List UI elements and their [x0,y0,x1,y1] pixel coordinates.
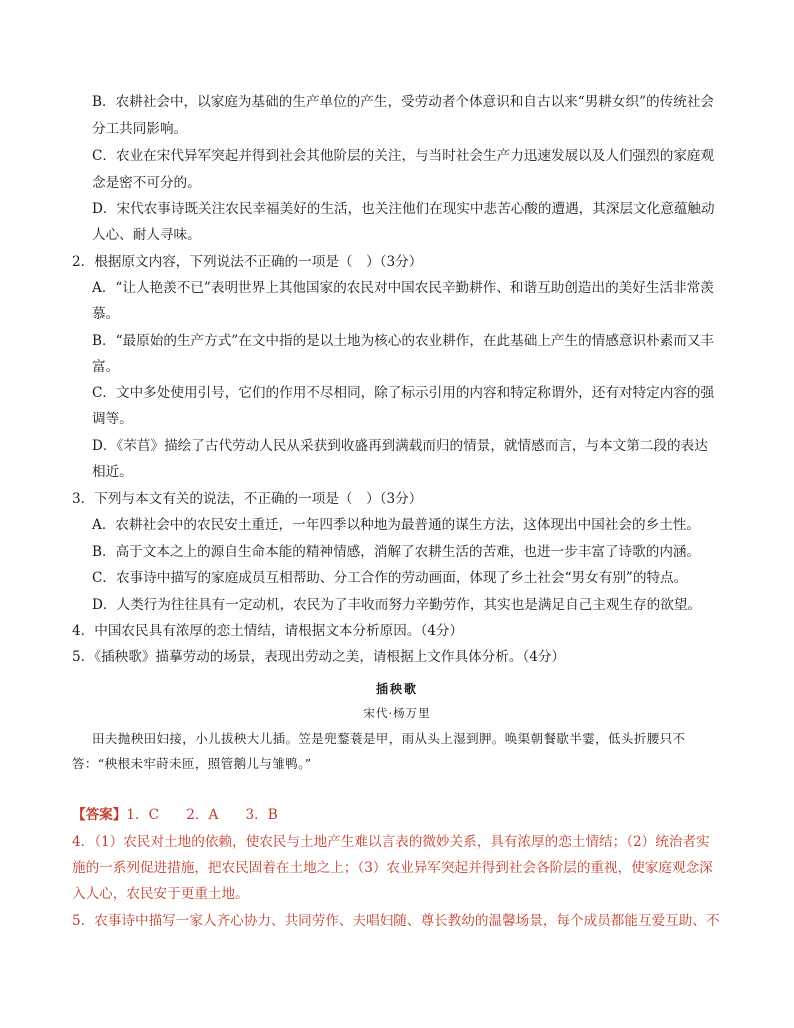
poem-author: 宋代·杨万里 [363,706,431,720]
answer-4-line2: 施的一系列促进措施，把农民固着在土地之上；（3）农业异军突起并得到社会各阶层的重视，使家庭观念深 [72,860,713,876]
q1-option-d-line1: D．宋代农事诗既关注农民幸福美好的生活，也关注他们在现实中悲苦心酸的遭遇，其深层文化意蕴触动 [92,201,715,217]
q2-option-a-line1: A．“让人艳羡不已”表明世界上其他国家的农民对中国农民辛勤耕作、和谐互助创造出的美好生活非常羡 [92,280,714,296]
answer-5-line1: 5．农事诗中描写一家人齐心协力、共同劳作、夫唱妇随、尊长教幼的温馨场景，每个成员都能互爱互助、不 [72,913,720,929]
poem-title: 插秧歌 [375,682,418,696]
q5-stem: 5．《插秧歌》描摹劳动的场景，表现出劳动之美，请根据上文作具体分析。（4分） [72,649,566,665]
q3-option-d: D．人类行为往往具有一定动机，农民为了丰收而努力辛勤劳作，其实也是满足自己主观生存的欲望。 [92,597,702,613]
q2-option-c-line1: C．文中多处使用引号，它们的作用不尽相同，除了标示引用的内容和特定称谓外，还有对特定内容的强 [92,385,715,401]
q1-option-b-line2: 分工共同影响。 [92,121,188,137]
q3-option-a: A．农耕社会中的农民安土重迁，一年四季以种地为最普通的谋生方法，这体现出中国社会的乡土性。 [92,517,700,533]
q2-option-c-line2: 调等。 [92,411,133,427]
answer-label: 【答案】 [72,807,127,823]
q1-option-c-line1: C．农业在宋代异军突起并得到社会其他阶层的关注，与当时社会生产力迅速发展以及人们强烈的家庭观 [92,148,715,164]
q3-option-b: B．高于文本之上的源自生命本能的精神情感，消解了农耕生活的苦难，也进一步丰富了诗歌的内涵。 [92,544,701,560]
answer-4-line1: 4．（1）农民对土地的依赖，使农民与土地产生难以言表的微妙关系，具有浓厚的恋土情结；（2）统治者实 [72,834,710,850]
answer-choices: 1．C 2．A 3．B [126,807,278,823]
poem-line-2: 答：“秧根未牢莳未匝，照管鹅儿与雏鸭。” [72,756,312,771]
q2-option-b-line2: 富。 [92,359,120,375]
q2-stem: 2．根据原文内容，下列说法不正确的一项是（ ）（3分） [72,254,423,270]
poem-line-1: 田夫抛秧田妇接，小儿拔秧大儿插。笠是兜鍪蓑是甲，雨从头上湿到胛。唤渠朝餐歇半霎，低头折腰只不 [92,731,686,746]
answer-choices-line [72,805,278,825]
q4-stem: 4．中国农民具有浓厚的恋土情结，请根据文本分析原因。（4分） [72,623,464,639]
q1-option-b-line1: B．农耕社会中，以家庭为基础的生产单位的产生，受劳动者个体意识和自古以来“男耕女织”的传统社会 [92,94,715,110]
q2-option-d-line2: 相近。 [92,464,133,480]
q3-option-c: C．农事诗中描写的家庭成员互相帮助、分工合作的劳动画面，体现了乡土社会“男女有别”的特点。 [92,570,688,586]
q3-stem: 3．下列与本文有关的说法，不正确的一项是（ ）（3分） [72,491,423,507]
q1-option-d-line2: 人心、耐人寻味。 [92,227,201,243]
answer-4-line3: 入人心，农民安于更重土地。 [72,886,249,902]
q1-option-c-line2: 念是密不可分的。 [92,175,201,191]
q2-option-b-line1: B．“最原始的生产方式”在文中指的是以土地为核心的农业耕作，在此基础上产生的情感意识朴素而又丰 [92,333,715,349]
q2-option-d-line1: D．《芣苢》描绘了古代劳动人民从采获到收盛再到满载而归的情景，就情感而言，与本文第二段的表达 [92,438,708,454]
q2-option-a-line2: 慕。 [92,306,120,322]
